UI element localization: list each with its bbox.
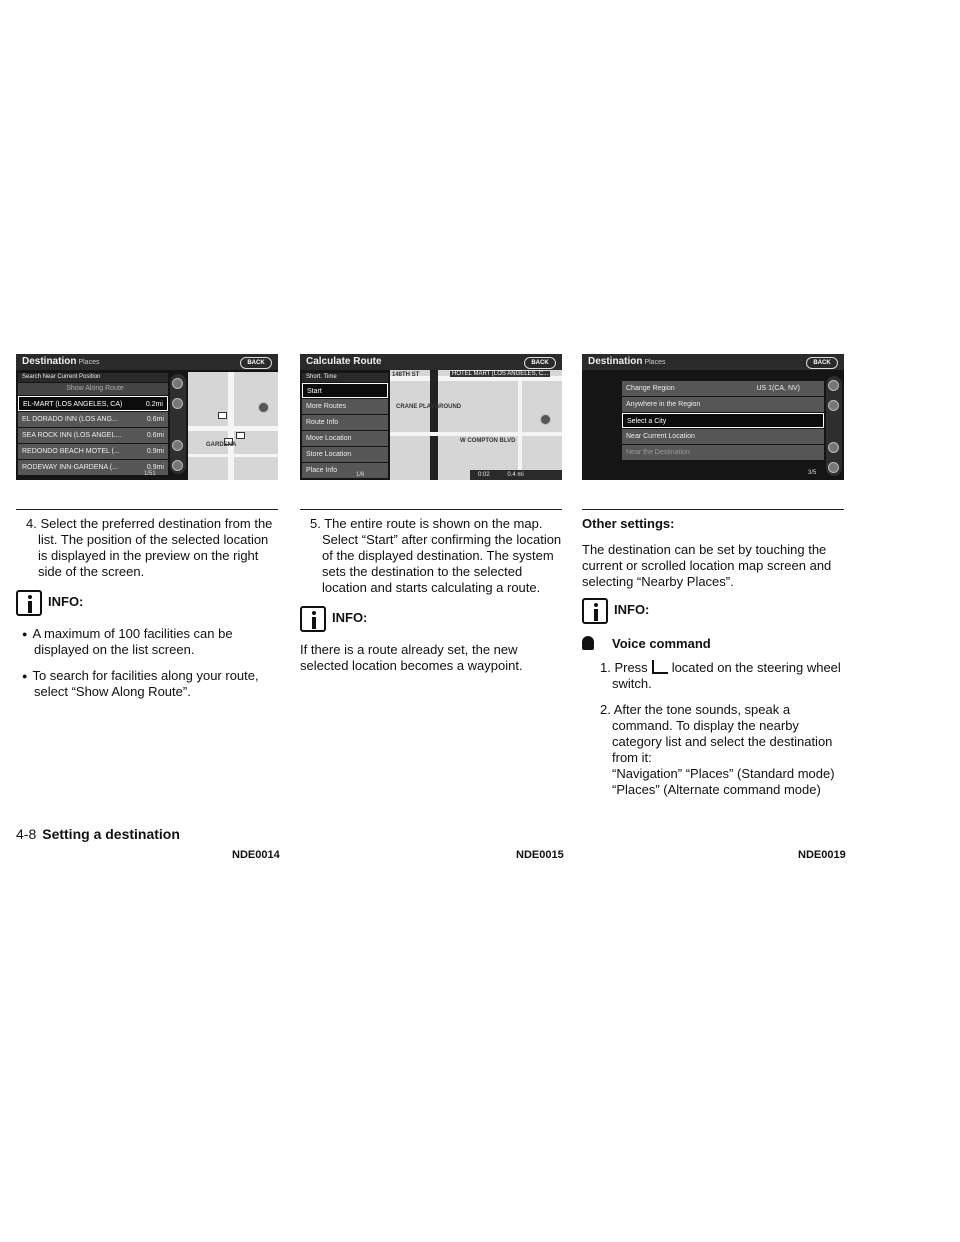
scroll-up-button[interactable] [828,380,839,391]
scroll-down-button[interactable] [172,460,183,471]
list-item[interactable] [18,444,168,459]
scroll-up-button[interactable] [172,378,183,389]
route-condition: Short. Time [302,373,388,382]
menu-item-start[interactable]: Start [302,383,388,398]
blvd-label: W COMPTON BLVD [460,438,516,444]
item-name: EL-MART (LOS ANGELES, CA) [23,401,123,408]
menu-item-route-info[interactable]: Route Info [302,415,388,430]
voice-cmd-alternate: “Places” (Alternate command mode) [612,782,821,797]
info-bullet-1: ● A maximum of 100 facilities can be displayed on the list screen. [16,626,280,658]
section-title: Setting a destination [42,826,180,842]
menu-item-place-info[interactable]: Place Info [302,463,388,478]
screen-title: Calculate Route [306,356,382,367]
map-city-label: GARDENA [206,442,237,448]
page-indicator: 3/5 [808,470,817,476]
info-icon [300,606,326,632]
back-button[interactable]: BACK [806,357,838,369]
column-1-text [16,516,280,710]
figure-divider [300,509,562,510]
show-along-route-button[interactable]: Show Along Route [18,383,168,395]
screenshot-destination-region [582,354,844,480]
voice-step-1 [590,660,846,692]
route-map[interactable] [390,370,562,480]
screen-subtitle: Places [78,359,100,366]
column-2-text [300,516,564,674]
info-icon [16,590,42,616]
info-block [16,590,280,618]
menu-item-change-region[interactable] [622,381,824,396]
zoom-button[interactable] [540,414,551,425]
item-name: SEA ROCK INN (LOS ANGEL... [22,432,122,439]
map-preview[interactable] [188,372,278,480]
menu-item-store-location[interactable]: Store Location [302,447,388,462]
menu-item-more-routes[interactable]: More Routes [302,399,388,414]
info-label: INFO: [332,610,368,625]
eta-value: 0:02 [478,472,490,478]
route-status-bar [470,470,562,480]
step-1-prefix: 1. Press [600,660,648,675]
back-button[interactable]: BACK [524,357,556,369]
step-4: 4. Select the preferred destination from the list. The position of the selected location is displayed in the preview on the right side of the screen. [26,516,273,579]
scrollbar[interactable] [170,374,186,474]
scroll-page-up-button[interactable] [828,400,839,411]
menu-item-anywhere-region[interactable]: Anywhere in the Region [622,397,824,412]
hotel-icon [236,432,245,439]
menu-item-select-city[interactable]: Select a City [622,413,824,428]
step-1-suffix: located on the steering wheel switch. [612,660,841,691]
destination-label: HOTEL MART (LOS ANGELES, C... [452,371,549,377]
item-distance: 0.6mi [146,416,164,423]
voice-step-2: 2. After the tone sounds, speak a command. To display the nearby category list and select the destination from it: [600,702,833,765]
back-button[interactable]: BACK [240,357,272,369]
zoom-button[interactable] [258,402,269,413]
page-indicator: 1/6 [356,472,365,478]
item-distance: 0.9mi [146,464,164,471]
scroll-down-button[interactable] [828,462,839,473]
page-number: 4-8 [16,826,37,842]
region-value: US 1(CA, NV) [756,385,800,392]
voice-command-heading [582,634,846,652]
menu-item-near-current[interactable]: Near Current Location [622,429,824,444]
other-settings-heading: Other settings: [582,516,675,531]
item-name: REDONDO BEACH MOTEL (... [22,448,120,455]
info-block [582,598,846,626]
screenshot-calculate-route [300,354,562,480]
figure-divider [16,509,278,510]
item-label: Change Region [626,385,675,392]
scrollbar[interactable] [826,376,842,476]
scroll-page-down-button[interactable] [172,440,183,451]
scroll-page-up-button[interactable] [172,398,183,409]
info-label: INFO: [48,594,84,609]
info-bullet-2: ● To search for facilities along your route, select “Show Along Route”. [16,668,280,700]
list-item[interactable] [18,412,168,427]
menu-item-move-location[interactable]: Move Location [302,431,388,446]
info-text: If there is a route already set, the new selected location becomes a waypoint. [300,642,523,673]
figure-code: NDE0015 [516,849,564,861]
scroll-page-down-button[interactable] [828,442,839,453]
screen-title: Destination [22,356,77,367]
figure-divider [582,509,844,510]
voice-command-label: Voice command [612,636,711,651]
screen-title-bar [582,354,844,370]
street-label: 148TH ST [392,372,420,378]
hotel-icon [218,412,227,419]
list-header: Search Near Current Position [18,373,168,382]
info-label: INFO: [614,602,650,617]
figure-code: NDE0014 [232,849,280,861]
screen-title: Destination [588,356,643,367]
item-distance: 0.9mi [146,448,164,455]
steering-talk-switch-icon [652,660,668,674]
item-name: EL DORADO INN (LOS ANG... [22,416,118,423]
screen-title-bar [16,354,278,370]
park-label: CRANE PLAYGROUND [396,404,462,410]
item-distance: 0.6mi [146,432,164,439]
list-item[interactable] [18,396,168,411]
screen-subtitle: Places [644,359,666,366]
column-3-text [582,516,846,798]
info-icon [582,598,608,624]
figure-code: NDE0019 [798,849,846,861]
screenshot-destination-places [16,354,278,480]
voice-cmd-standard: “Navigation” “Places” (Standard mode) [612,766,835,781]
screen-title-bar [300,354,562,370]
menu-item-near-destination[interactable]: Near the Destination [622,445,824,460]
info-block [300,606,564,634]
step-5: 5. The entire route is shown on the map. Select “Start” after confirming the location of the displayed destination. The system sets the destination to the selected location and starts calculating a route. [310,516,562,595]
page-footer [16,826,180,842]
distance-value: 0.4 mi [507,472,524,478]
other-settings-paragraph: The destination can be set by touching the current or scrolled location map screen and selecting “Nearby Places”. [582,542,832,589]
page-indicator: 1/51 [144,471,156,477]
item-name: RODEWAY INN-GARDENA (... [22,464,118,471]
item-distance: 0.2mi [145,401,163,408]
voice-command-icon [582,634,600,652]
list-item[interactable] [18,428,168,443]
